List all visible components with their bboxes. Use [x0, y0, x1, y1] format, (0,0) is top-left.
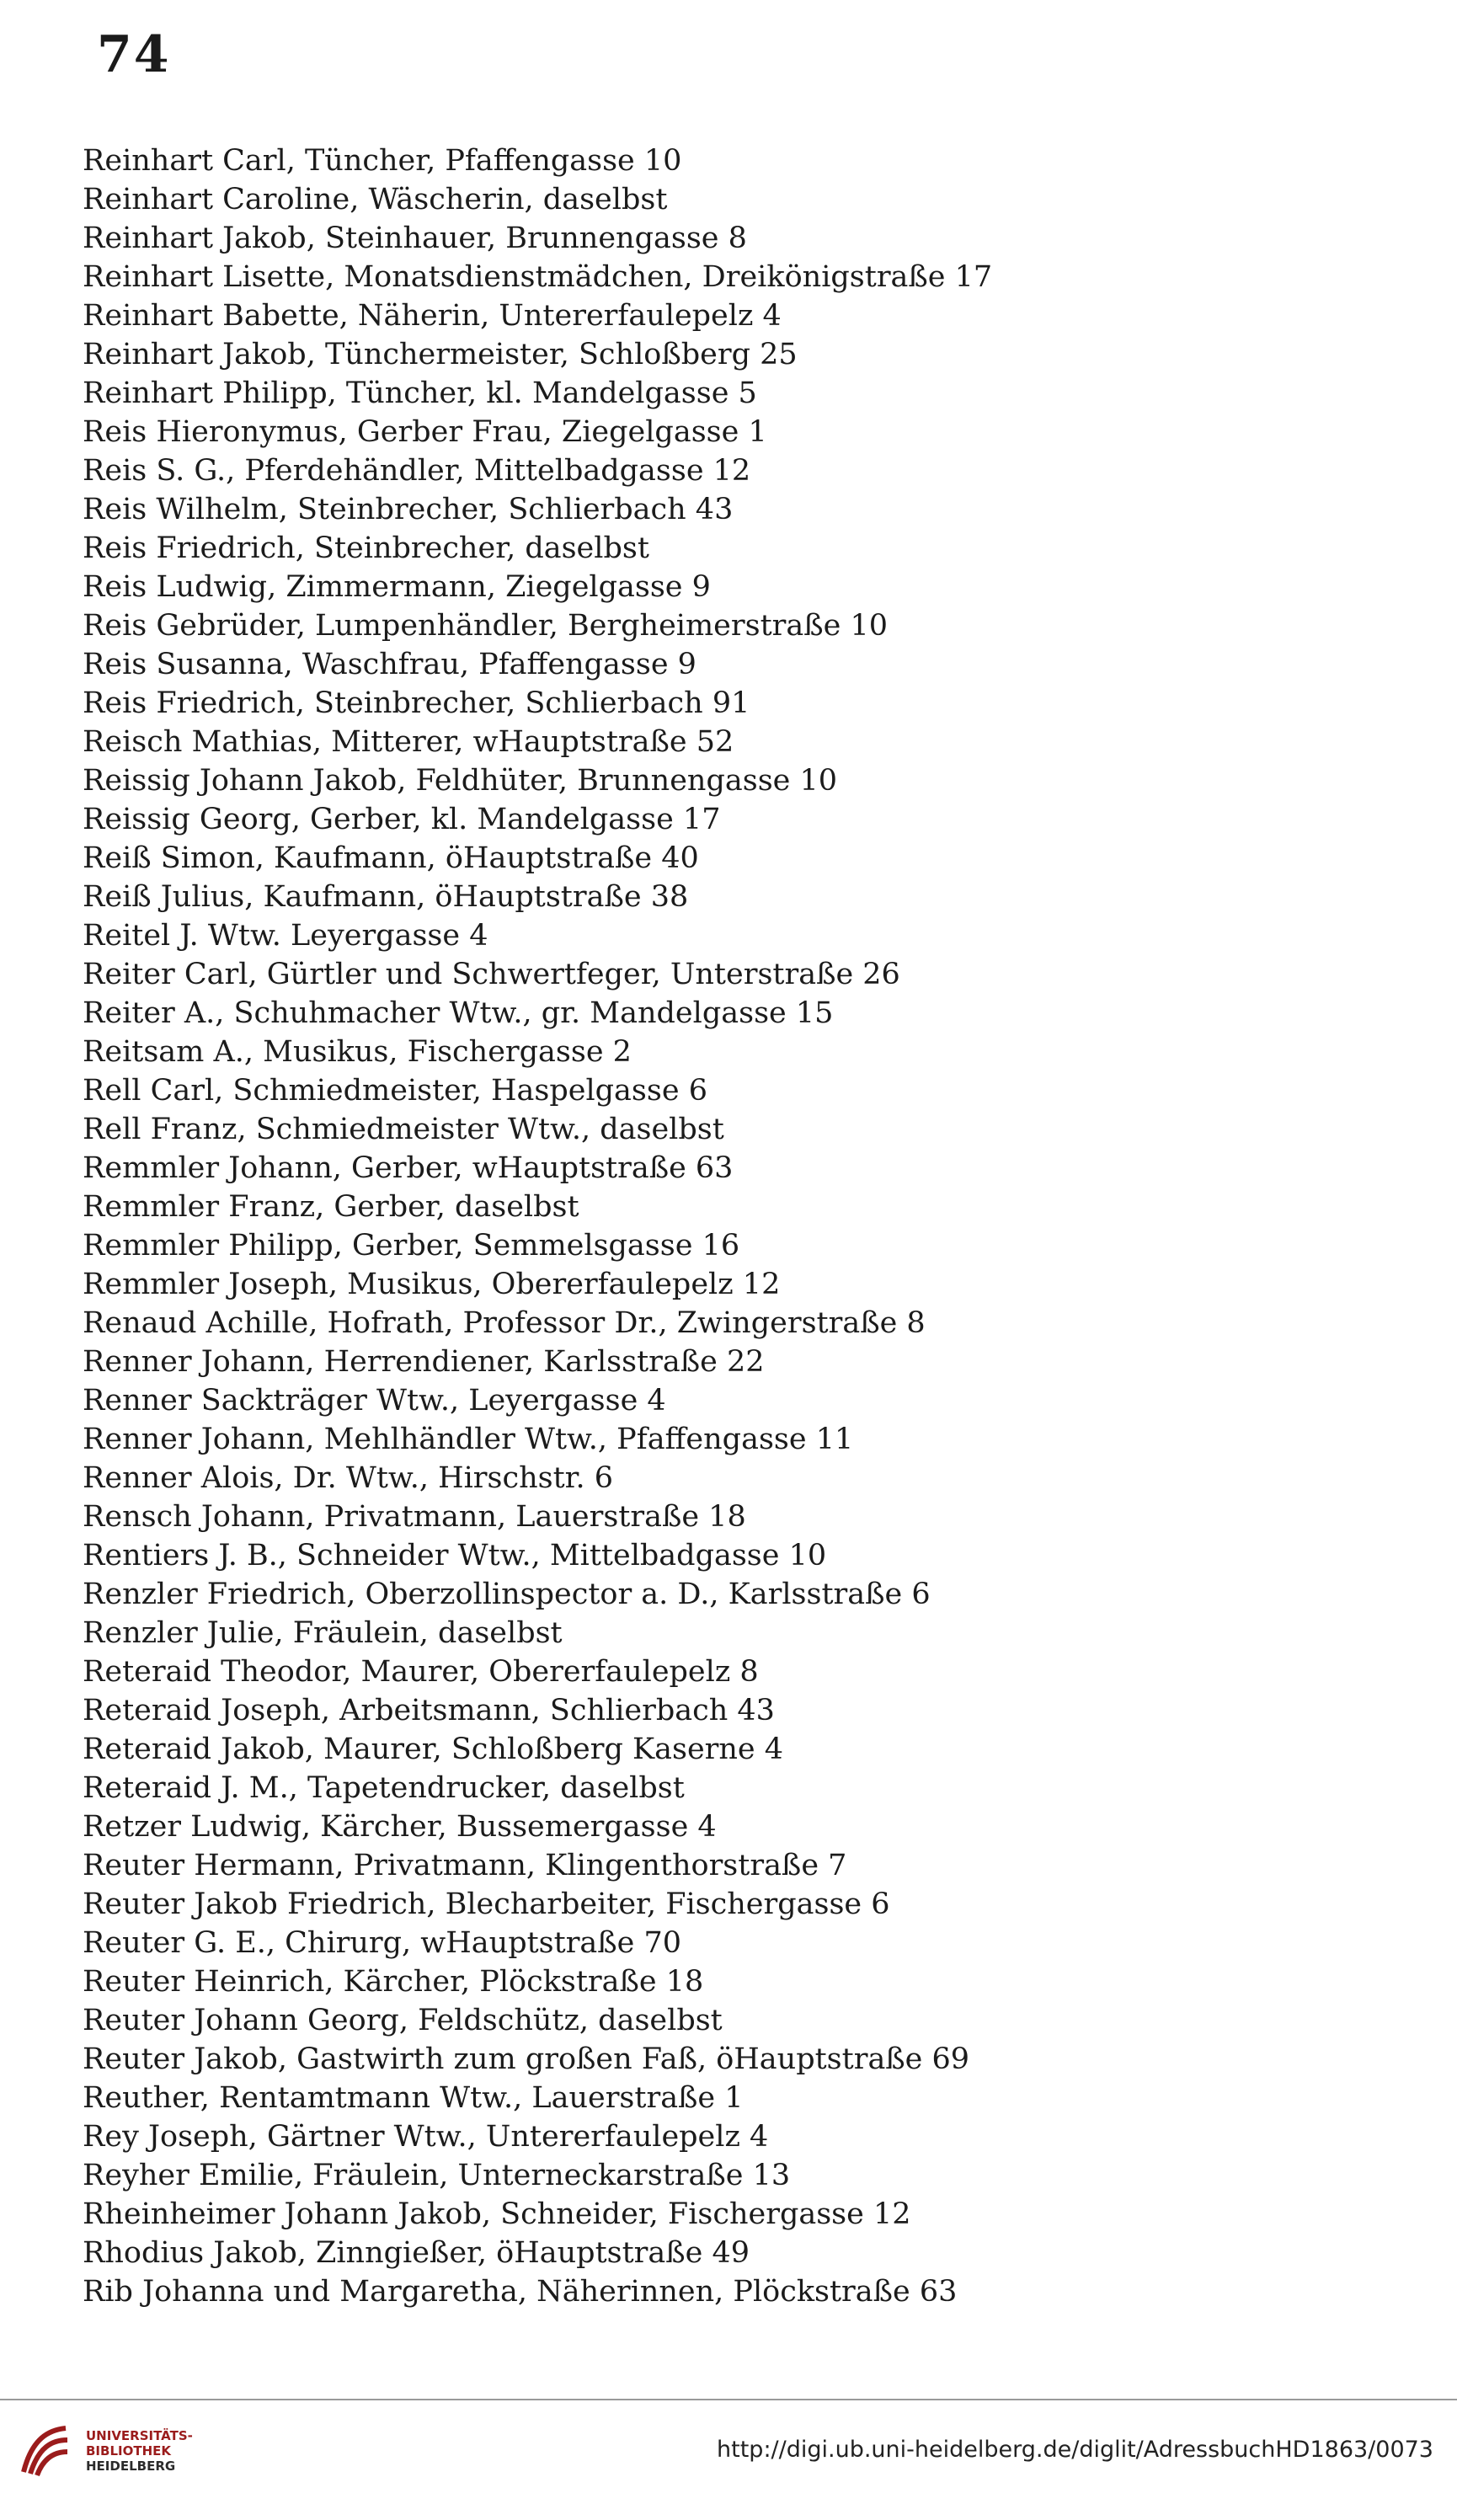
directory-entry: Remmler Johann, Gerber, wHauptstraße 63 [83, 1151, 734, 1185]
directory-entry: Reisch Mathias, Mitterer, wHauptstraße 52 [83, 725, 734, 759]
directory-entry: Renner Alois, Dr. Wtw., Hirschstr. 6 [83, 1461, 614, 1495]
directory-entry: Reteraid J. M., Tapetendrucker, daselbst [83, 1771, 685, 1805]
directory-entry: Reis Wilhelm, Steinbrecher, Schlierbach 43 [83, 493, 734, 526]
directory-entry: Reis Gebrüder, Lumpenhändler, Bergheimerstraße 10 [83, 609, 889, 643]
directory-entry: Reinhart Jakob, Tünchermeister, Schloßberg 25 [83, 338, 798, 371]
directory-entry: Reuter Hermann, Privatmann, Klingenthorstraße 7 [83, 1849, 847, 1882]
directory-entry: Reis Friedrich, Steinbrecher, daselbst [83, 531, 649, 565]
library-logo[interactable] [15, 2421, 193, 2480]
directory-entry: Rell Franz, Schmiedmeister Wtw., daselbst [83, 1113, 724, 1146]
directory-entry: Rell Carl, Schmiedmeister, Haspelgasse 6 [83, 1074, 707, 1108]
directory-entry-list [83, 141, 1363, 2311]
directory-entry: Rentiers J. B., Schneider Wtw., Mittelbadgasse 10 [83, 1539, 827, 1572]
directory-entry: Reitel J. Wtw. Leyergasse 4 [83, 919, 488, 953]
directory-entry: Rheinheimer Johann Jakob, Schneider, Fischergasse 12 [83, 2197, 911, 2231]
directory-entry: Reis Friedrich, Steinbrecher, Schlierbach 91 [83, 686, 750, 720]
directory-entry: Reuter Jakob, Gastwirth zum großen Faß, öHauptstraße 69 [83, 2042, 970, 2076]
directory-entry: Reinhart Carl, Tüncher, Pfaffengasse 10 [83, 144, 682, 178]
directory-entry: Rib Johanna und Margaretha, Näherinnen, Plöckstraße 63 [83, 2275, 958, 2309]
directory-entry: Remmler Philipp, Gerber, Semmelsgasse 16 [83, 1229, 740, 1263]
directory-entry: Reinhart Jakob, Steinhauer, Brunnengasse 8 [83, 222, 747, 255]
directory-entry: Reuter Heinrich, Kärcher, Plöckstraße 18 [83, 1965, 704, 1999]
directory-entry: Reis Ludwig, Zimmermann, Ziegelgasse 9 [83, 570, 711, 604]
directory-entry: Rey Joseph, Gärtner Wtw., Untererfaulepelz 4 [83, 2120, 769, 2154]
directory-entry: Remmler Joseph, Musikus, Obererfaulepelz 12 [83, 1268, 781, 1301]
directory-entry: Reiß Simon, Kaufmann, öHauptstraße 40 [83, 841, 699, 875]
directory-entry: Reinhart Philipp, Tüncher, kl. Mandelgasse 5 [83, 376, 757, 410]
directory-entry: Reis Susanna, Waschfrau, Pfaffengasse 9 [83, 648, 696, 681]
footer-divider [0, 2399, 1457, 2400]
directory-entry: Rhodius Jakob, Zinngießer, öHauptstraße 49 [83, 2236, 750, 2270]
directory-entry: Reteraid Theodor, Maurer, Obererfaulepelz 8 [83, 1655, 759, 1689]
directory-entry: Reinhart Lisette, Monatsdienstmädchen, Dreikönigstraße 17 [83, 260, 993, 294]
directory-entry: Renner Johann, Herrendiener, Karlsstraße 22 [83, 1345, 765, 1379]
library-logo-text [86, 2428, 193, 2474]
directory-entry: Reiter A., Schuhmacher Wtw., gr. Mandelgasse 15 [83, 996, 834, 1030]
logo-line: BIBLIOTHEK [86, 2443, 171, 2459]
directory-entry: Reuther, Rentamtmann Wtw., Lauerstraße 1 [83, 2081, 744, 2115]
logo-line: UNIVERSITÄTS- [86, 2428, 193, 2443]
library-logo-icon [15, 2421, 74, 2480]
directory-entry: Renner Sackträger Wtw., Leyergasse 4 [83, 1384, 666, 1418]
directory-entry: Reis Hieronymus, Gerber Frau, Ziegelgasse 1 [83, 415, 767, 449]
directory-entry: Reiß Julius, Kaufmann, öHauptstraße 38 [83, 880, 689, 914]
directory-entry: Reissig Georg, Gerber, kl. Mandelgasse 17 [83, 803, 721, 836]
directory-entry: Reyher Emilie, Fräulein, Unterneckarstraße 13 [83, 2159, 791, 2192]
directory-entry: Reuter Johann Georg, Feldschütz, daselbst [83, 2004, 723, 2037]
directory-entry: Reitsam A., Musikus, Fischergasse 2 [83, 1035, 632, 1069]
directory-entry: Renzler Friedrich, Oberzollinspector a. D., Karlsstraße 6 [83, 1578, 931, 1611]
directory-entry: Reuter G. E., Chirurg, wHauptstraße 70 [83, 1926, 682, 1960]
source-url-link[interactable]: http://digi.ub.uni-heidelberg.de/diglit/AdressbuchHD1863/0073 [717, 2437, 1433, 2463]
directory-entry: Reissig Johann Jakob, Feldhüter, Brunnengasse 10 [83, 764, 838, 798]
directory-entry: Reinhart Caroline, Wäscherin, daselbst [83, 183, 668, 216]
directory-entry: Renner Johann, Mehlhändler Wtw., Pfaffengasse 11 [83, 1423, 854, 1456]
page-number: 74 [97, 25, 171, 84]
directory-entry: Renzler Julie, Fräulein, daselbst [83, 1616, 563, 1650]
directory-entry: Remmler Franz, Gerber, daselbst [83, 1190, 579, 1224]
directory-entry: Reis S. G., Pferdehändler, Mittelbadgasse 12 [83, 454, 751, 488]
directory-entry: Reteraid Joseph, Arbeitsmann, Schlierbach 43 [83, 1694, 775, 1727]
directory-entry: Reteraid Jakob, Maurer, Schloßberg Kaserne 4 [83, 1732, 784, 1766]
directory-entry: Retzer Ludwig, Kärcher, Bussemergasse 4 [83, 1810, 717, 1844]
directory-entry: Renaud Achille, Hofrath, Professor Dr., Zwingerstraße 8 [83, 1306, 926, 1340]
directory-entry: Reuter Jakob Friedrich, Blecharbeiter, Fischergasse 6 [83, 1887, 890, 1921]
directory-entry: Reiter Carl, Gürtler und Schwertfeger, Unterstraße 26 [83, 958, 900, 991]
logo-line: HEIDELBERG [86, 2459, 176, 2474]
directory-entry: Reinhart Babette, Näherin, Untererfaulepelz 4 [83, 299, 782, 333]
directory-entry: Rensch Johann, Privatmann, Lauerstraße 18 [83, 1500, 746, 1534]
